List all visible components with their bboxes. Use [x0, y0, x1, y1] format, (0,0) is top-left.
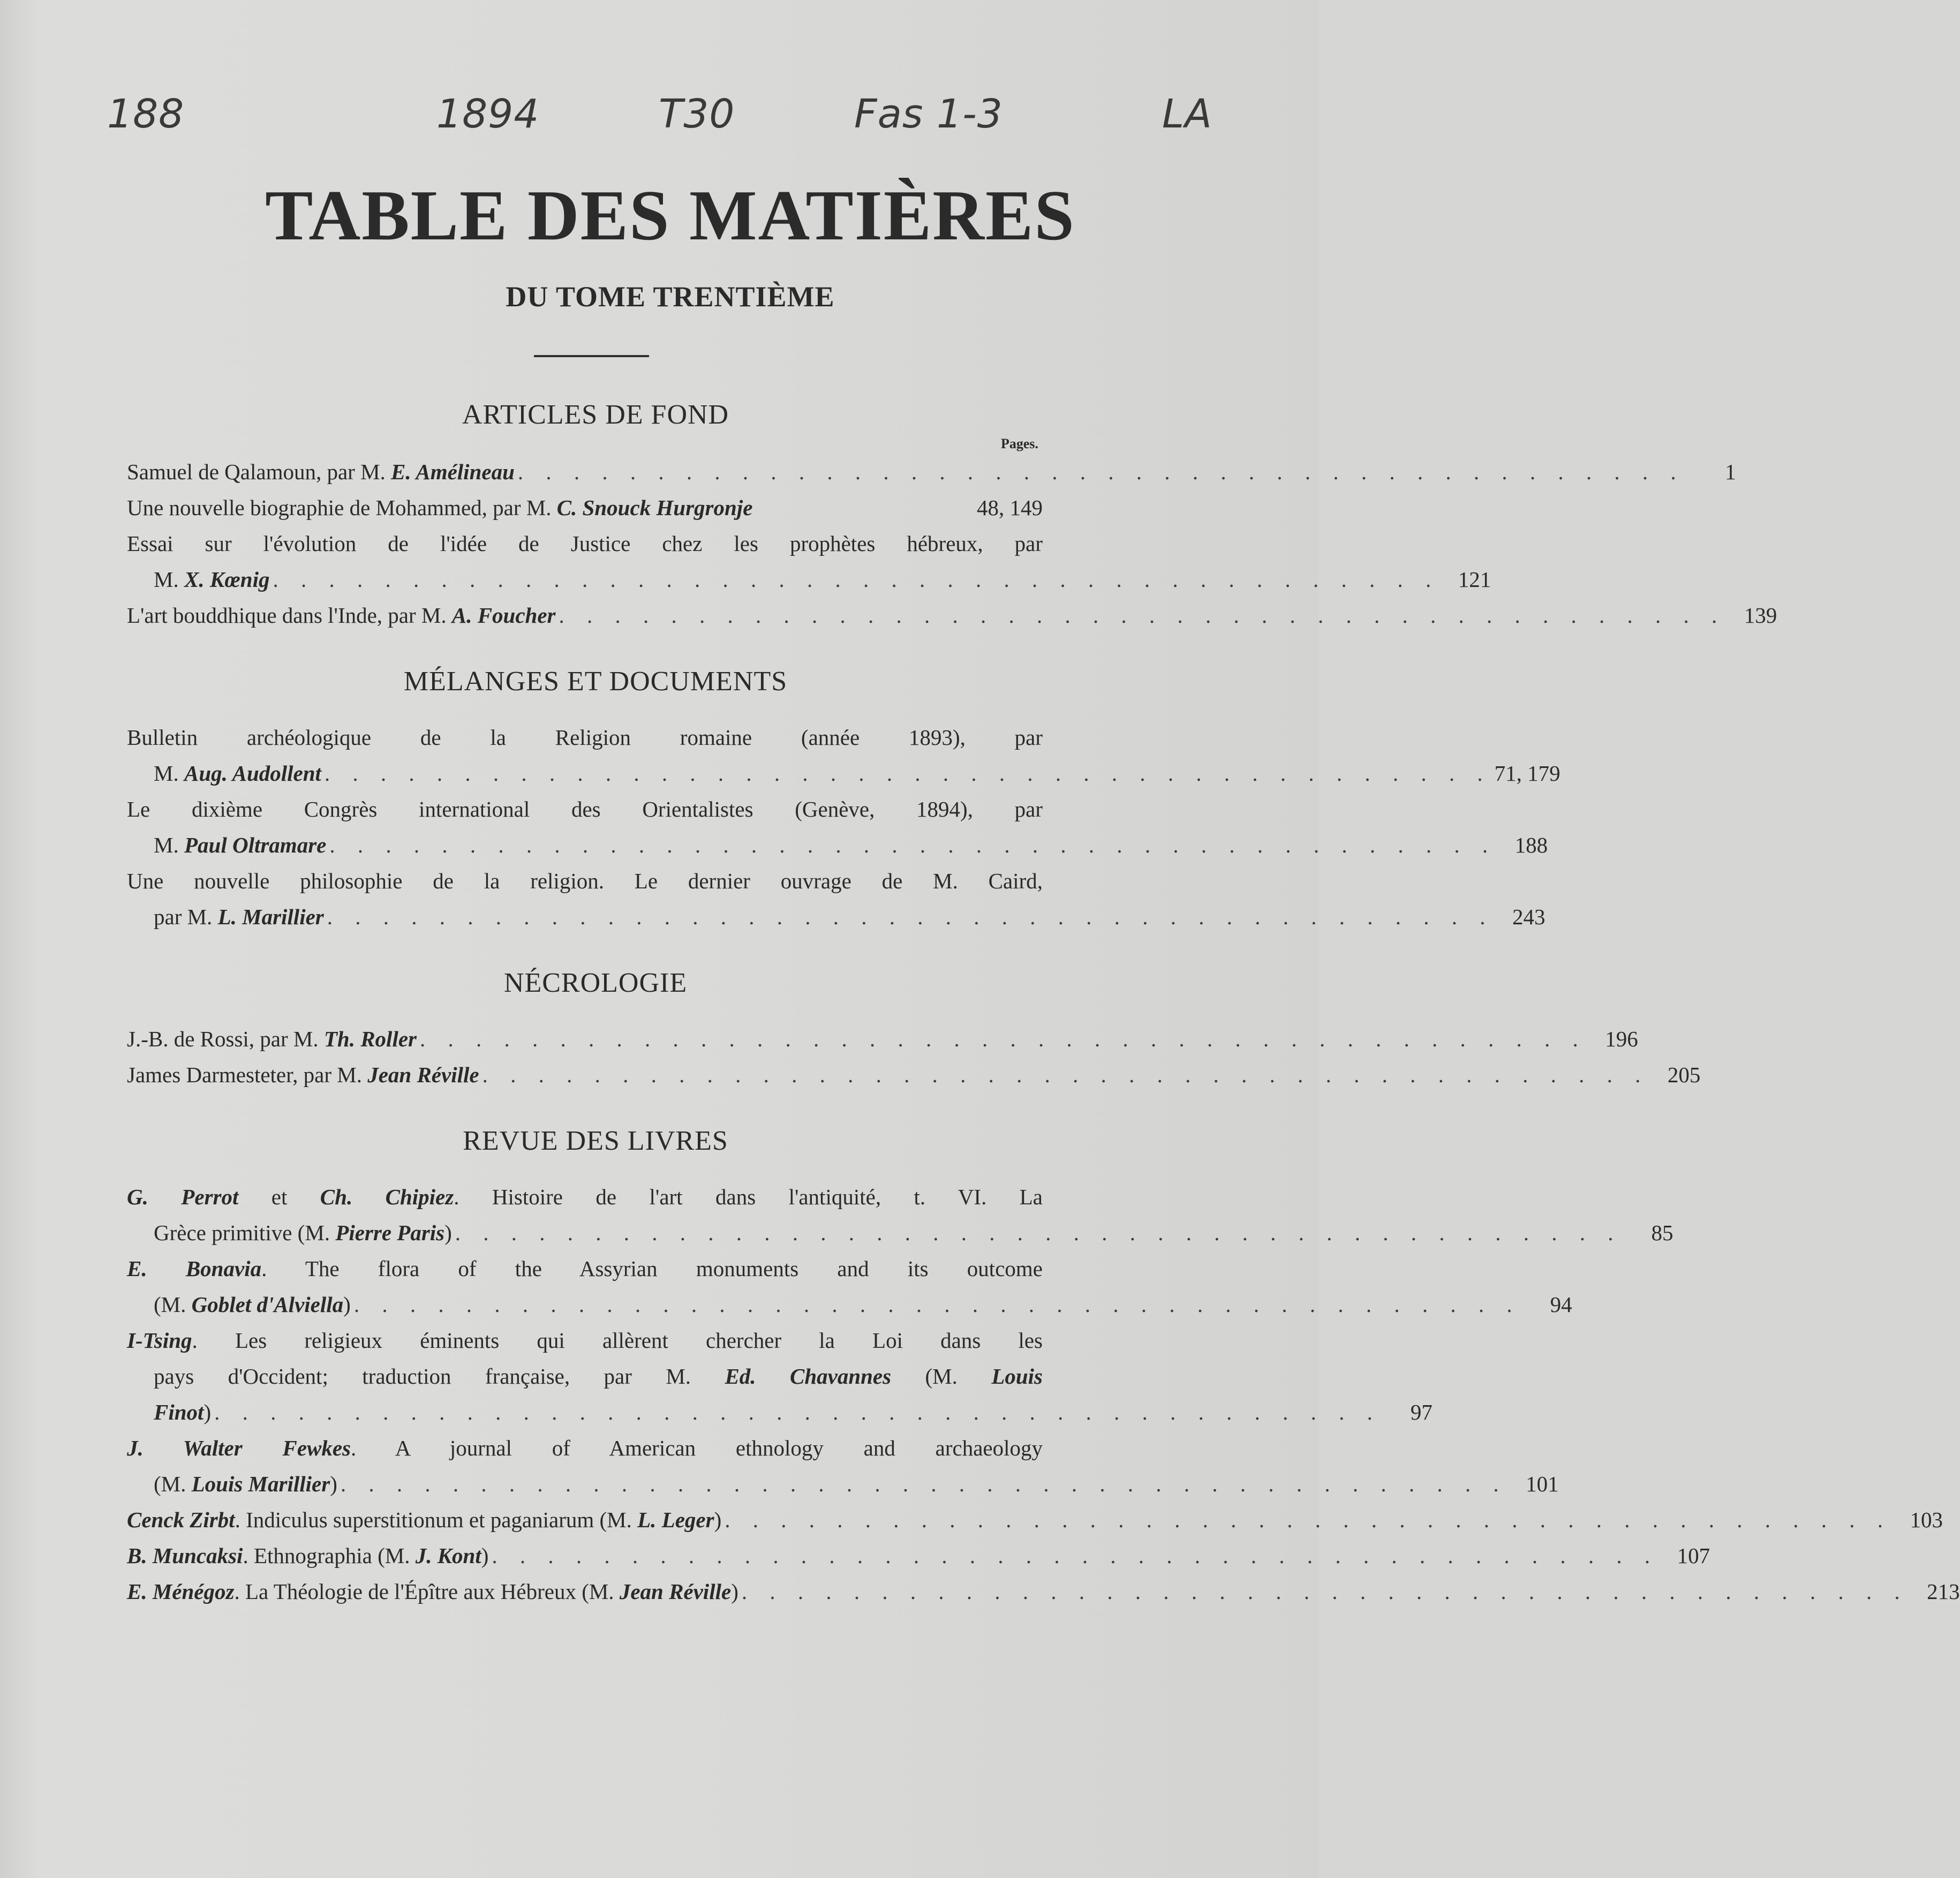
toc-entry [127, 791, 1548, 863]
table-of-contents [127, 399, 1960, 1610]
toc-entry [127, 1057, 1701, 1093]
page-number: 101 [1526, 1472, 1559, 1496]
title-divider [534, 355, 649, 357]
entry-text: B. Muncaksi. Ethnographia (M. J. Kont) [127, 1543, 489, 1568]
toc-entry [127, 863, 1546, 935]
page-number: 1 [1725, 459, 1736, 484]
dot-leader: . . . . . . . . . . . . . . . . . . . . . . . . . . . . . . . . . . . . . . . . . . [324, 761, 1491, 786]
entry-text: Samuel de Qalamoun, par M. E. Amélineau [127, 459, 515, 484]
dot-leader: . . . . . . . . . . . . . . . . . . . . . . . . . . . . . . . . . . . . . . . . . . [273, 567, 1440, 592]
toc-entry [127, 1538, 1710, 1574]
toc-entry [127, 1021, 1638, 1057]
dot-leader: . . . . . . . . . . . . . . . . . . . . . . . . . . . . . . . . . . . . . . . . . . [517, 459, 1685, 484]
entry-text: Grèce primitive (M. Pierre Paris) [154, 1220, 452, 1245]
toc-entry [127, 1502, 1943, 1538]
dot-leader: . . . . . . . . . . . . . . . . . . . . . . . . . . . . . . . . . . . . . . . . . . [492, 1543, 1659, 1568]
dot-leader: . . . . . . . . . . . . . . . . . . . . . . . . . . . . . . . . . . . . . . . . . . [420, 1027, 1587, 1051]
toc-entry [127, 490, 1043, 526]
entry-text: Finot) [154, 1400, 212, 1424]
dot-leader: . . . . . . . . . . . . . . . . . . . . . . . . . . . . . . . . . . . . . . . . . . [329, 833, 1497, 857]
entry-text: G. Perrot et Ch. Chipiez. Histoire de l'art dans l'antiquité, t. VI. La [127, 1185, 1043, 1209]
entry-text: James Darmesteter, par M. Jean Réville [127, 1062, 479, 1087]
entry-text: M. Paul Oltramare [154, 833, 327, 857]
page-number: 121 [1458, 567, 1491, 592]
toc-entry [127, 1179, 1673, 1251]
dot-leader: . . . . . . . . . . . . . . . . . . . . . . . . . . . . . . . . . . . . . . . . . . [455, 1220, 1622, 1245]
dot-leader: . . . . . . . . . . . . . . . . . . . . . . . . . . . . . . . . . . . . . . . . . . [741, 1579, 1909, 1604]
entry-text: Une nouvelle biographie de Mohammed, par M. C. Snouck Hurgronje [127, 495, 753, 520]
page-number: 103 [1910, 1507, 1943, 1532]
entry-text: (M. Louis Marillier) [154, 1472, 337, 1496]
entry-text: Bulletin archéologique de la Religion romaine (année 1893), par [127, 725, 1043, 750]
toc-entry [127, 1323, 1433, 1430]
toc-entry [127, 1574, 1960, 1610]
toc-entry [127, 454, 1736, 490]
page-number: 107 [1677, 1543, 1710, 1568]
handwritten-annotation: LA [1162, 91, 1212, 137]
dot-leader: . . . . . . . . . . . . . . . . . . . . . . . . . . . . . . . . . . . . . . . . . . [482, 1062, 1649, 1087]
dot-leader: . . . . . . . . . . . . . . . . . . . . . . . . . . . . . . . . . . . . . . . . . . [559, 603, 1726, 628]
entry-text: Une nouvelle philosophie de la religion. Le dernier ouvrage de M. Caird, [127, 869, 1043, 893]
toc-entry [127, 720, 1561, 791]
handwritten-annotation: 188 [107, 91, 185, 137]
handwritten-annotation: T30 [659, 91, 735, 137]
page-number: 205 [1667, 1062, 1701, 1087]
toc-entry [127, 1251, 1572, 1323]
entry-text: par M. L. Marillier [154, 904, 324, 929]
entry-text: M. X. Kœnig [154, 567, 270, 592]
page-number: 213 [1927, 1579, 1960, 1604]
section-title-necrologie: NÉCROLOGIE [503, 968, 688, 998]
page-title: TABLE DES MATIÈRES [265, 176, 1075, 255]
entry-text: (M. Goblet d'Alviella) [154, 1292, 351, 1317]
toc-entry [127, 526, 1491, 598]
toc-entry [127, 598, 1777, 633]
dot-leader: . . . . . . . . . . . . . . . . . . . . . . . . . . . . . . . . . . . . . . . . . . [353, 1292, 1521, 1317]
entry-text: L'art bouddhique dans l'Inde, par M. A. Foucher [127, 603, 556, 628]
page-subtitle: DU TOME TRENTIÈME [506, 281, 835, 313]
handwritten-annotation: 1894 [436, 91, 540, 137]
entry-text: E. Bonavia. The flora of the Assyrian monuments and its outcome [127, 1256, 1043, 1281]
page-number: 71, 179 [1494, 761, 1561, 786]
section-title-revue: REVUE DES LIVRES [463, 1126, 728, 1156]
pages-column-label: Pages. [1000, 436, 1038, 451]
page-number: 196 [1605, 1027, 1638, 1051]
section-title-melanges: MÉLANGES ET DOCUMENTS [403, 666, 788, 697]
dot-leader: . . . . . . . . . . . . . . . . . . . . . . . . . . . . . . . . . . . . . . . . . . [725, 1507, 1891, 1532]
page-number: 85 [1651, 1220, 1673, 1245]
entry-text: Cenck Zirbt. Indiculus superstitionum et paganiarum (M. L. Leger) [127, 1507, 722, 1532]
section-title-articles: ARTICLES DE FOND [462, 399, 729, 430]
page-number: 243 [1512, 904, 1546, 929]
page-number: 139 [1744, 603, 1777, 628]
entry-text: E. Ménégoz. La Théologie de l'Épître aux Hébreux (M. Jean Réville) [127, 1579, 738, 1604]
toc-entry [127, 1430, 1559, 1502]
entry-text: J.-B. de Rossi, par M. Th. Roller [127, 1027, 417, 1051]
page-number: 94 [1550, 1292, 1572, 1317]
dot-leader: . . . . . . . . . . . . . . . . . . . . . . . . . . . . . . . . . . . . . . . . . . [340, 1472, 1507, 1496]
entry-text: J. Walter Fewkes. A journal of American ethnology and archaeology [127, 1436, 1043, 1460]
page-number: 97 [1410, 1400, 1433, 1424]
dot-leader: . . . . . . . . . . . . . . . . . . . . . . . . . . . . . . . . . . . . . . . . . . [214, 1400, 1381, 1424]
handwritten-annotation: Fas 1-3 [854, 91, 1003, 137]
entry-text: I-Tsing. Les religieux éminents qui allèrent chercher la Loi dans les [127, 1328, 1043, 1353]
entry-text: Essai sur l'évolution de l'idée de Justice chez les prophètes hébreux, par [127, 531, 1043, 556]
entry-text: Le dixième Congrès international des Orientalistes (Genève, 1894), par [127, 797, 1043, 821]
entry-text: M. Aug. Audollent [154, 761, 321, 786]
page-number: 188 [1514, 833, 1548, 857]
dot-leader: . . . . . . . . . . . . . . . . . . . . . . . . . . . . . . . . . . . . . . . . . . [327, 904, 1494, 929]
page-number: 48, 149 [977, 495, 1043, 520]
entry-text: pays d'Occident; traduction française, par M. Ed. Chavannes (M. Louis [154, 1364, 1043, 1389]
